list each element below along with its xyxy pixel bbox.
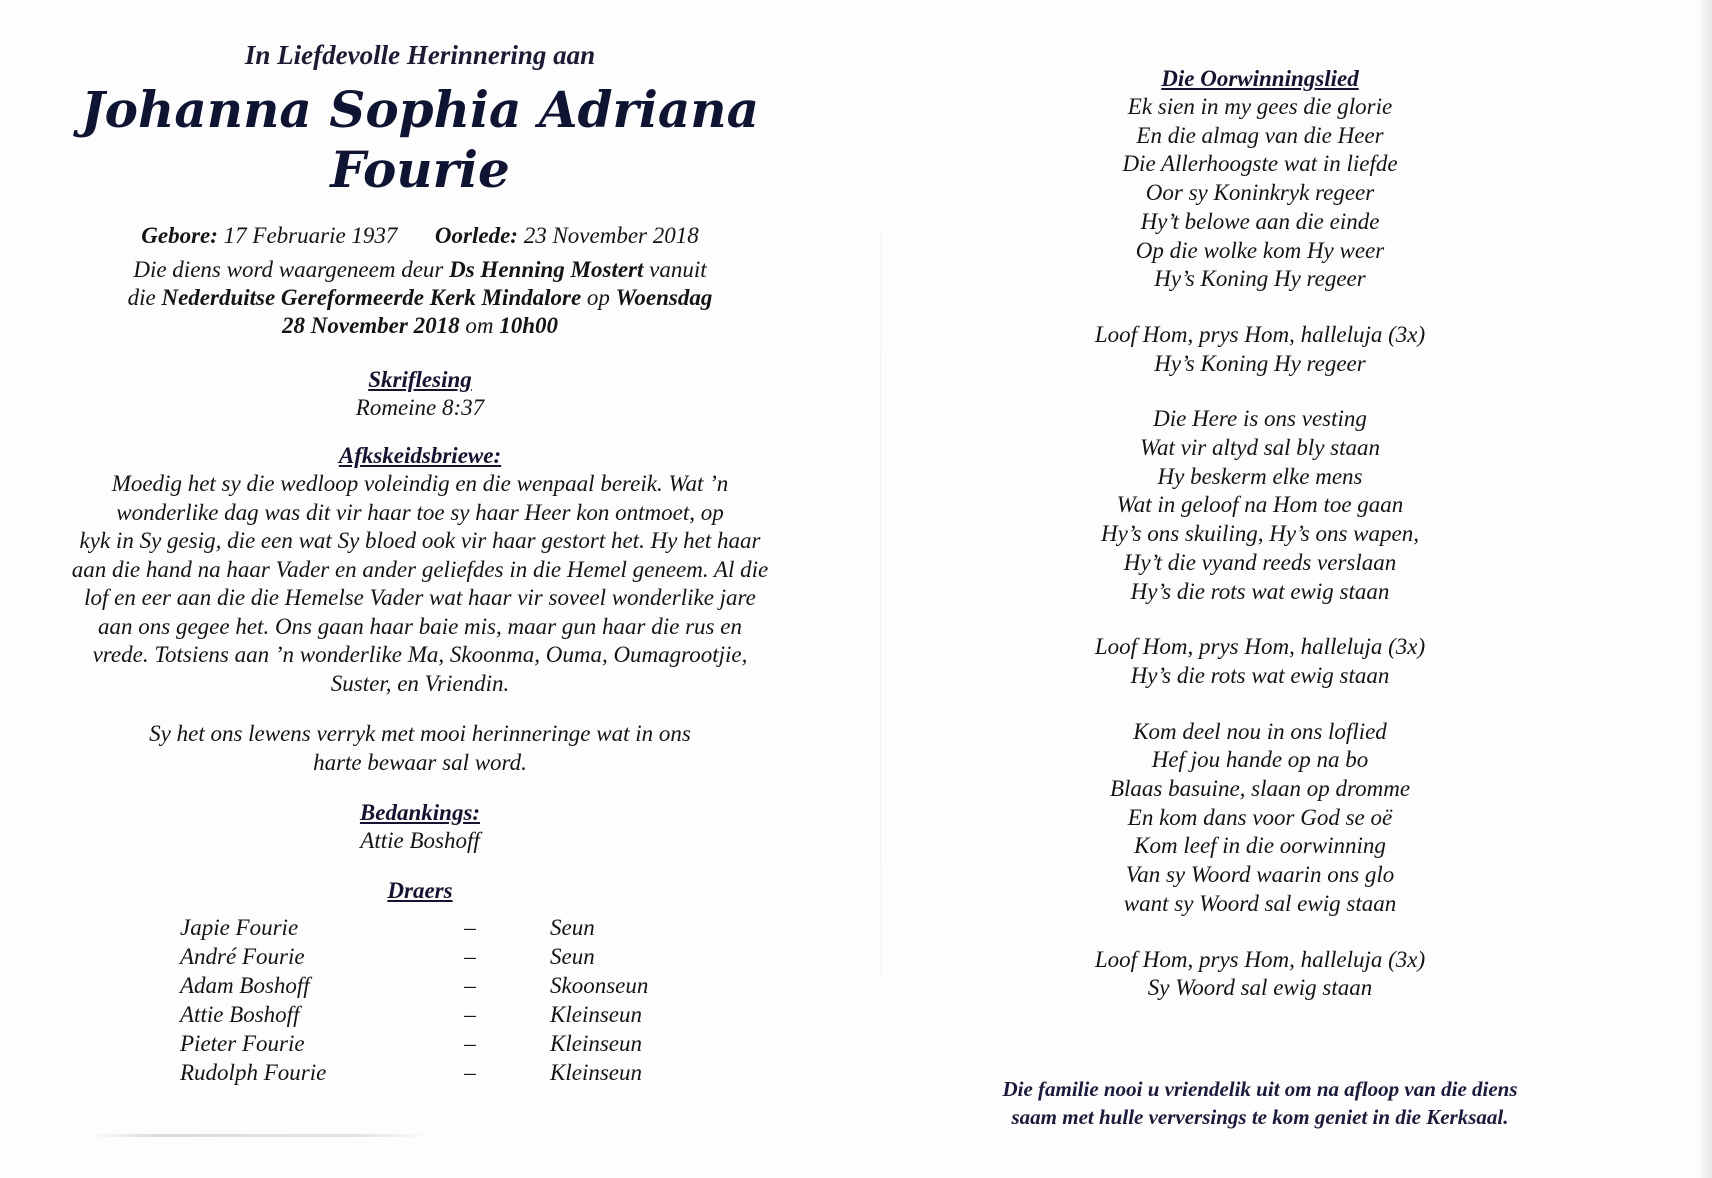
farewell-line: Suster, en Vriendin. [330, 670, 510, 696]
song-line: Hef jou hande op na bo [1151, 747, 1369, 773]
intro-line: In Liefdevolle Herinnering aan [244, 40, 596, 70]
song-line: Loof Hom, prys Hom, halleluja (3x) [1094, 321, 1426, 347]
song-line: Loof Hom, prys Hom, halleluja (3x) [1094, 946, 1426, 972]
bearer-row [20, 1058, 820, 1087]
minister-name: Ds Henning Mostert [449, 257, 644, 282]
farewell-line: lof en eer aan die die Hemelse Vader wat haar vir soveel wonderlike jare [84, 585, 756, 610]
service-time: 10h00 [499, 313, 558, 338]
bearer-dash: – [464, 1060, 476, 1085]
song-line: Wat vir altyd sal bly staan [1139, 435, 1380, 461]
service-details [20, 256, 820, 340]
song-line: Die Allerhoogste wat in liefde [1122, 151, 1398, 177]
bearer-relation: Kleinseun [550, 1031, 642, 1056]
song-line: Sy Woord sal ewig staan [1147, 975, 1373, 1001]
memory-line: Sy het ons lewens verryk met mooi herinneringe wat in ons [149, 721, 691, 746]
song-stanza [1030, 718, 1490, 919]
bearer-relation: Kleinseun [550, 1060, 642, 1085]
dates-line [20, 222, 820, 250]
thanks-name: Attie Boshoff [360, 828, 480, 853]
song-line: Hy’s Koning Hy regeer [1154, 266, 1366, 292]
bearer-row [20, 942, 820, 971]
farewell-line: vrede. Totsiens aan ’n wonderlike Ma, Skoonma, Ouma, Oumagrootjie, [92, 642, 748, 667]
bearer-dash: – [464, 1002, 476, 1027]
bearer-name: Adam Boshoff [180, 973, 310, 998]
song-line: Hy’t belowe aan die einde [1140, 208, 1380, 234]
born-date: 17 Februarie 1937 [223, 223, 398, 248]
bearer-row [20, 913, 820, 942]
service-text: op [581, 285, 616, 310]
service-line-1 [20, 256, 820, 284]
song-line: Op die wolke kom Hy weer [1135, 237, 1385, 263]
song-stanza [1030, 93, 1490, 294]
bearer-dash: – [464, 915, 476, 940]
song-line: Hy’s ons skuiling, Hy’s ons wapen, [1101, 521, 1419, 547]
service-text: Die diens word waargeneem deur [133, 257, 450, 282]
song-line: Blaas basuine, slaan op dromme [1109, 776, 1411, 802]
song-chorus [1030, 946, 1490, 1003]
song-line: want sy Woord sal ewig staan [1123, 890, 1397, 916]
bearer-dash: – [464, 973, 476, 998]
song-line: Oor sy Koninkryk regeer [1145, 180, 1375, 206]
farewell-line: wonderlike dag was dit vir haar toe sy haar Heer kon ontmoet, op [116, 499, 724, 525]
service-line-2 [20, 284, 820, 312]
song-line: Hy beskerm elke mens [1157, 463, 1363, 489]
died-label: Oorlede: [434, 223, 518, 248]
song-title: Die Oorwinningslied [1161, 66, 1359, 91]
bearers-list [20, 913, 820, 1087]
song-line: Kom leef in die oorwinning [1134, 833, 1386, 859]
farewell-line: aan die hand na haar Vader en ander geliefdes in die Hemel geneem. Al die [71, 556, 769, 582]
scripture-reference: Romeine 8:37 [355, 395, 485, 420]
invitation-line: saam met hulle verversings te kom geniet in die Kerksaal. [1011, 1105, 1509, 1129]
bearer-name: Pieter Fourie [180, 1031, 305, 1056]
song-line: Die Here is ons vesting [1153, 406, 1367, 432]
song-line: Hy’s die rots wat ewig staan [1130, 662, 1390, 688]
farewell-line: Moedig het sy die wedloop voleindig en die wenpaal bereik. Wat ’n [111, 471, 729, 496]
bearer-relation: Seun [550, 944, 595, 969]
invitation-line: Die familie nooi u vriendelik uit om na afloop van die diens [1002, 1077, 1518, 1101]
farewell-heading: Afkskeidsbriewe: [338, 443, 502, 468]
bearer-name: André Fourie [180, 944, 305, 969]
service-text: om [459, 313, 500, 338]
song-line: Wat in geloof na Hom toe gaan [1116, 492, 1404, 518]
deceased-name-line2: Fourie [330, 140, 510, 199]
bearer-row [20, 1000, 820, 1029]
song-line: Van sy Woord waarin ons glo [1125, 862, 1395, 888]
song-line: Hy’s Koning Hy regeer [1154, 350, 1366, 376]
bearer-relation: Skoonseun [550, 973, 649, 998]
song-line: Loof Hom, prys Hom, halleluja (3x) [1094, 634, 1426, 660]
bearer-row [20, 971, 820, 1000]
paper-edge [1700, 0, 1712, 1178]
bearer-name: Japie Fourie [180, 915, 299, 940]
song-stanza [1030, 405, 1490, 606]
bearer-dash: – [464, 944, 476, 969]
bearer-relation: Seun [550, 915, 595, 940]
left-page [20, 30, 820, 1087]
song-line: Hy’s die rots wat ewig staan [1130, 578, 1390, 604]
bearer-dash: – [464, 1031, 476, 1056]
service-day: Woensdag [615, 285, 713, 310]
memory-line: harte bewaar sal word. [313, 749, 527, 775]
memory-text [20, 720, 820, 777]
bearer-row [20, 1029, 820, 1058]
thanks-heading: Bedankings: [359, 800, 481, 825]
bearer-name: Rudolph Fourie [180, 1060, 327, 1085]
song-line: En kom dans voor God se oë [1127, 804, 1393, 830]
farewell-text [20, 470, 820, 698]
died-date: 23 November 2018 [523, 223, 699, 248]
church-name: Nederduitse Gereformeerde Kerk Mindalore [161, 285, 582, 310]
scripture-heading: Skriflesing [368, 367, 472, 392]
bearer-name: Attie Boshoff [180, 1002, 300, 1027]
born-label: Gebore: [141, 223, 218, 248]
bearers-heading: Draers [387, 878, 453, 903]
invitation-note [900, 1075, 1620, 1131]
bearer-relation: Kleinseun [550, 1002, 642, 1027]
song-chorus [1030, 633, 1490, 690]
service-text: die [127, 285, 162, 310]
farewell-line: kyk in Sy gesig, die een wat Sy bloed ook vir haar gestort het. Hy het haar [79, 528, 761, 553]
song-line: Hy’t die vyand reeds verslaan [1123, 549, 1397, 575]
song-line: En die almag van die Heer [1136, 122, 1384, 148]
deceased-name-line1: Johanna Sophia Adriana [80, 80, 760, 139]
service-text: vanuit [643, 257, 707, 282]
song-chorus [1030, 321, 1490, 378]
right-page [1030, 65, 1490, 1003]
service-line-3 [20, 312, 820, 340]
page-fold [880, 0, 881, 1178]
scan-artifact-line [90, 1134, 430, 1137]
song-line: Kom deel nou in ons loflied [1133, 718, 1387, 744]
farewell-line: aan ons gegee het. Ons gaan haar baie mis, maar gun haar die rus en [98, 613, 742, 639]
service-date: 28 November 2018 [282, 313, 460, 338]
song-line: Ek sien in my gees die glorie [1127, 94, 1393, 119]
